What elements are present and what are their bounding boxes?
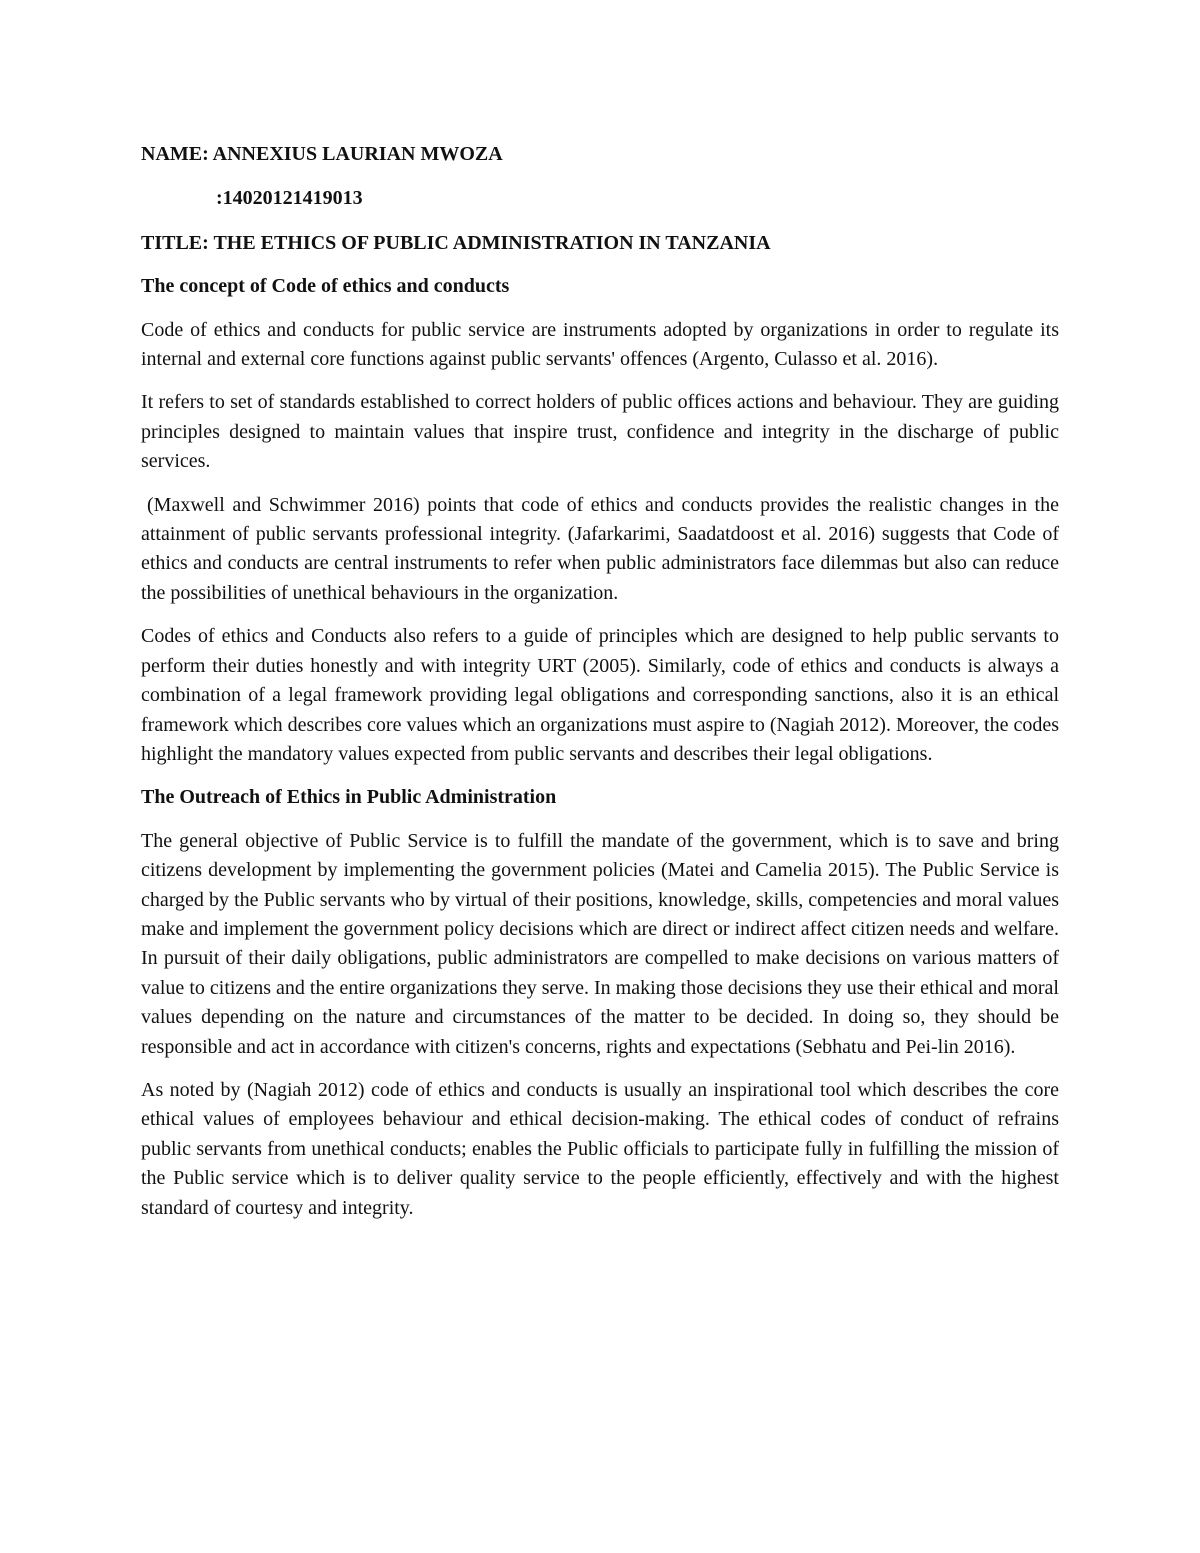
paragraph: Codes of ethics and Conducts also refers to a guide of principles which are designed to help public servants to perform their duties honestly and with integrity URT (2005). Similarly, code of ethics and conducts is always a combination of a legal framework providing legal obligations and corresponding sanctions, also it is an ethical framework which describes core values which an organizations must aspire to (Nagiah 2012). Moreover, the codes highlight the mandatory values expected from public servants and describes their legal obligations. [141,625,1059,765]
student-name: NAME: ANNEXIUS LAURIAN MWOZA [141,143,503,165]
document-body [141,140,1059,1237]
registration-number: :14020121419013 [216,187,363,210]
paragraph: It refers to set of standards established to correct holders of public offices actions and behaviour. They are guiding principles designed to maintain values that inspire trust, confidence and integrity in the discharge of public services. [141,391,1059,473]
paragraph: The general objective of Public Service is to fulfill the mandate of the government, which is to save and bring citizens development by implementing the government policies (Matei and Camelia 2015). The Public Service is charged by the Public servants who by virtual of their positions, knowledge, skills, competencies and moral values make and implement the government policy decisions which are direct or indirect affect citizen needs and welfare. In pursuit of their daily obligations, public administrators are compelled to make decisions on various matters of value to citizens and the entire organizations they serve. In making those decisions they use their ethical and moral values depending on the nature and circumstances of the matter to be decided. In doing so, they should be responsible and act in accordance with citizen's concerns, rights and expectations (Sebhatu and Pei-lin 2016). [141,829,1059,1058]
paragraph: As noted by (Nagiah 2012) code of ethics and conducts is usually an inspirational tool which describes the core ethical values of employees behaviour and ethical decision-making. The ethical codes of conduct of refrains public servants from unethical conducts; enables the Public officials to participate fully in fulfilling the mission of the Public service which is to deliver quality service to the people efficiently, effectively and with the highest standard of courtesy and integrity. [141,1078,1059,1219]
document-title: TITLE: THE ETHICS OF PUBLIC ADMINISTRATION IN TANZANIA [141,231,771,254]
paragraph: Code of ethics and conducts for public service are instruments adopted by organizations in order to regulate its internal and external core functions against public servants' offences (Argento, Culasso et al. 2016). [141,318,1059,371]
section-heading-outreach: The Outreach of Ethics in Public Administration [141,786,557,809]
section-heading-concept: The concept of Code of ethics and conducts [141,275,510,298]
paragraph: (Maxwell and Schwimmer 2016) points that code of ethics and conducts provides the realistic changes in the attainment of public servants professional integrity. (Jafarkarimi, Saadatdoost et al. 2016) suggests that Code of ethics and conducts are central instruments to refer when public administrators face dilemmas but also can reduce the possibilities of unethical behaviours in the organization. [141,493,1059,604]
